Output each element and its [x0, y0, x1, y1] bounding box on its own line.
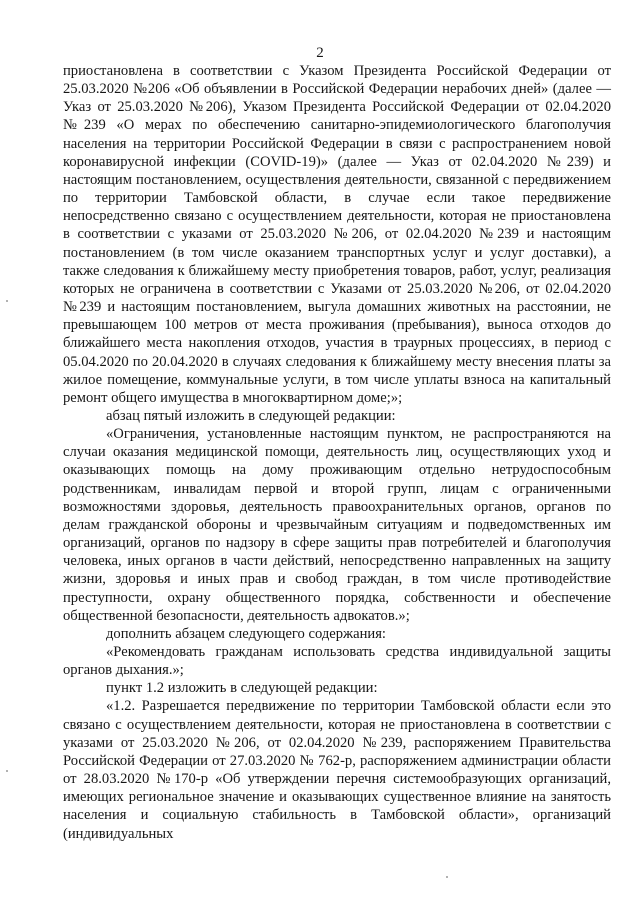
paragraph-recommendation: «Рекомендовать гражданам использовать средства индивидуальной защиты органов дыхания.»;: [63, 644, 611, 679]
paragraph-amendment-intro-5: абзац пятый изложить в следующей редакции:: [106, 407, 396, 424]
scan-speck: [6, 300, 8, 302]
paragraph-clause-1-2: «1.2. Разрешается передвижение по территории Тамбовской области если это связано с осуществлением деятельности, которая не приостановлена в соответствии с указами от 25.03.2020 №206, от 02.04.2020 №239, распоряжением Правительства Российской Федерации от 27.03.2020 № 762-р, распоряжением администрации области от 28.03.2020 №170-р «Об утверждении перечня системообразующих организаций, имеющих региональное значение и оказывающих существенное влияние на занятость населения и социальную стабильность в Тамбовской области», организаций (индивидуальных: [63, 698, 611, 842]
scan-speck: [446, 876, 448, 878]
paragraph-amendment-add: дополнить абзацем следующего содержания:: [106, 625, 386, 642]
document-body: [63, 62, 611, 843]
paragraph-continuation: приостановлена в соответствии с Указом Президента Российской Федерации от 25.03.2020 №206 «Об объявлении в Российской Федерации нерабочих дней» (далее — Указ от 25.03.2020 №206), Указом Президента Российской Федерации от 02.04.2020 №239 «О мерах по обеспечению санитарно-эпидемиологического благополучия населения на территории Российской Федерации в связи с распространением новой коронавирусной инфекции (COVID-19)» (далее — Указ от 02.04.2020 №239) и настоящим постановлением, осуществления деятельности, связанной с передвижением по территории Тамбовской области, в случае если такое передвижение непосредственно связано с осуществлением деятельности, которая не приостановлена в соответствии с указами от 25.03.2020 №206, от 02.04.2020 №239 и настоящим постановлением (в том числе оказанием транспортных услуг и услуг доставки), а также следования к ближайшему месту приобретения товаров, работ, услуг, реализация которых не ограничена в соответствии с Указами от 25.03.2020 №206, от 02.04.2020 №239 и настоящим постановлением, выгула домашних животных на расстоянии, не превышающем 100 метров от места проживания (пребывания), выноса отходов до ближайшего места накопления отходов, участия в траурных процессиях, в период с 05.04.2020 по 20.04.2020 в случаях следования к ближайшему месту внесения платы за жилое помещение, коммунальные услуги, в том числе уплаты взноса на капитальный ремонт общего имущества в многоквартирном доме;»;: [63, 63, 611, 406]
scan-speck: [6, 770, 8, 772]
paragraph-amendment-1-2: пункт 1.2 изложить в следующей редакции:: [106, 680, 378, 697]
paragraph-restrictions-exceptions: «Ограничения, установленные настоящим пунктом, не распространяются на случаи оказания медицинской помощи, деятельность лиц, осуществляющих уход и оказывающих помощь на дому проживающим отдельно нетрудоспособным родственникам, инвалидам первой и второй групп, лицам с ограниченными возможностями здоровья, деятельность правоохранительных органов, органов по делам гражданской обороны и чрезвычайным ситуациям и подведомственных им организаций, органов по надзору в сфере защиты прав потребителей и благополучия человека, иных органов в части действий, непосредственно направленных на защиту жизни, здоровья и иных прав и свобод граждан, в том числе противодействие преступности, охрану общественного порядка, собственности и обеспечение общественной безопасности, деятельность адвокатов.»;: [63, 426, 611, 624]
page-number: 2: [316, 45, 324, 61]
